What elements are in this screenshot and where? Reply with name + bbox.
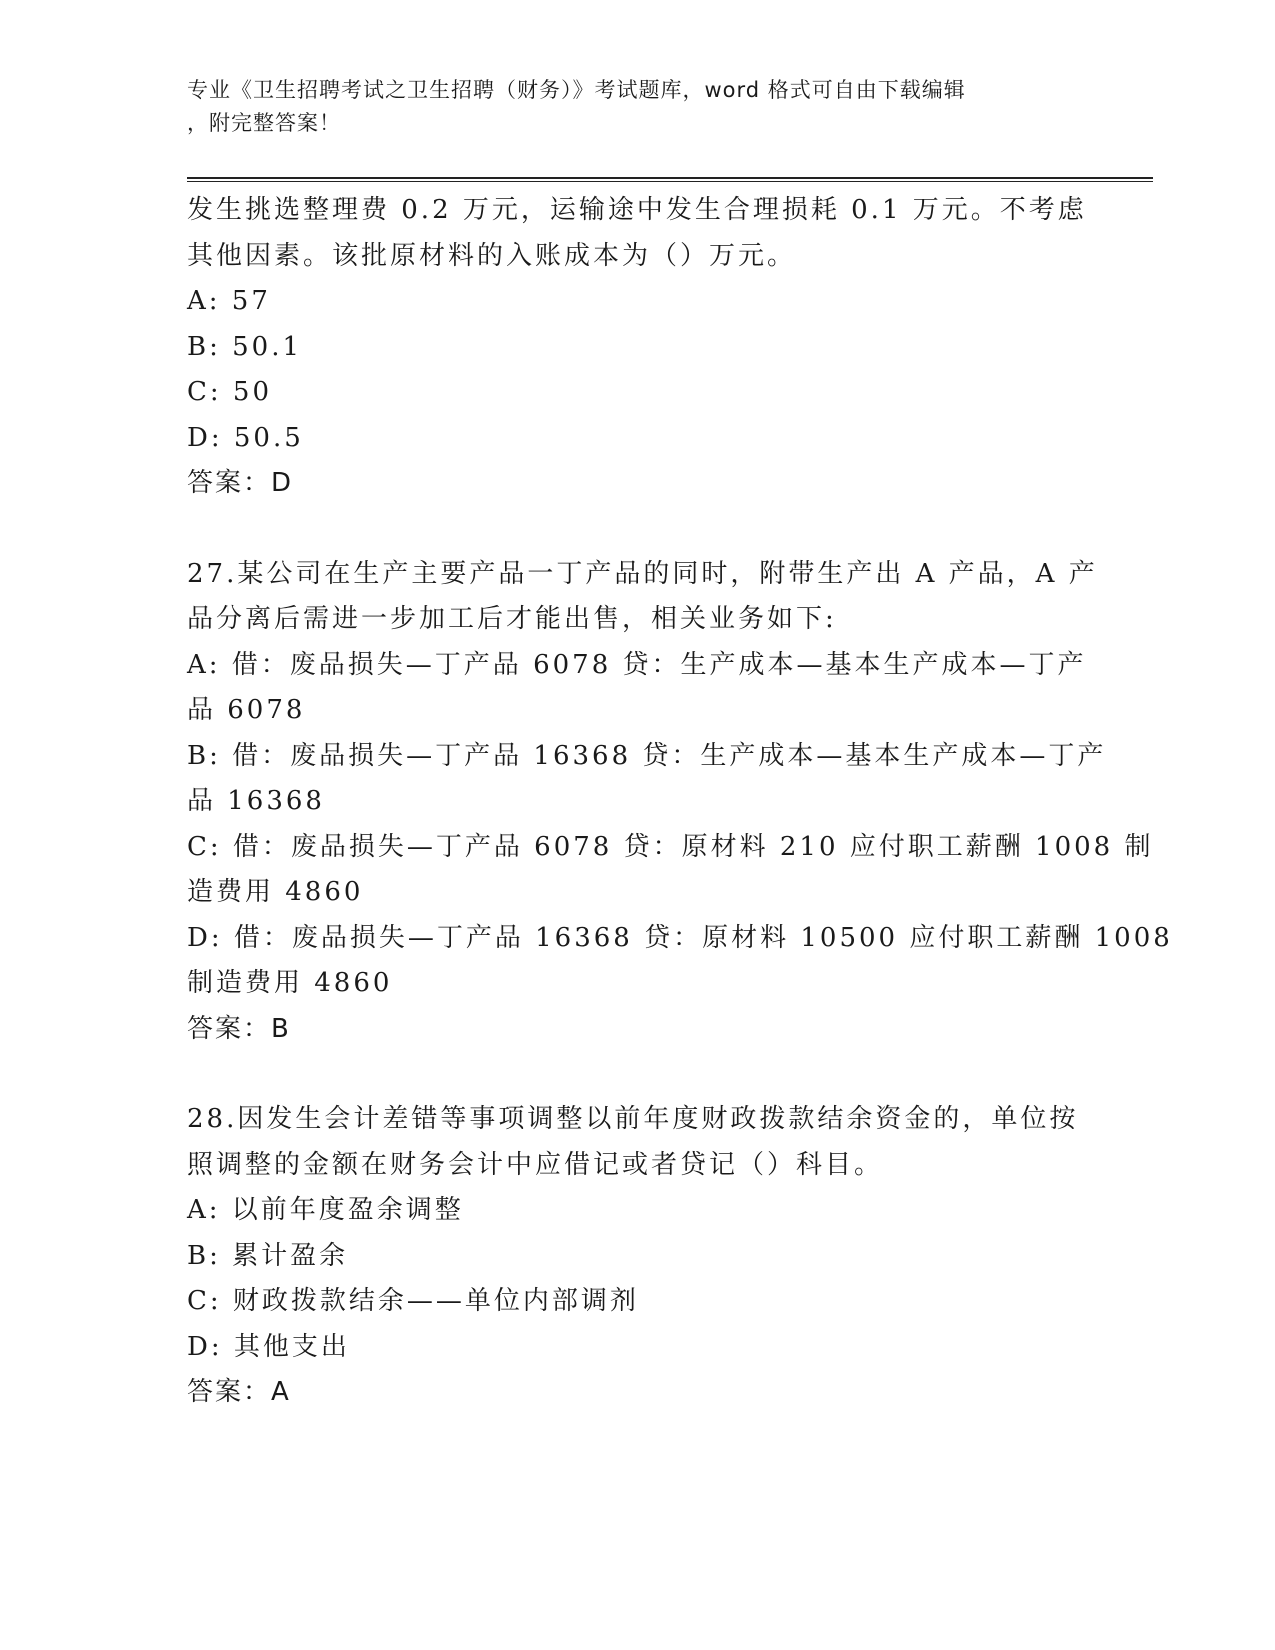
question-stem-line: 27.某公司在生产主要产品一丁产品的同时，附带生产出 A 产品，A 产 bbox=[187, 558, 1098, 589]
option-b-continued: 品 16368 bbox=[187, 786, 325, 816]
option-d: D: 借：废品损失—丁产品 16368 贷：原材料 10500 应付职工薪酬 1008 bbox=[187, 922, 1173, 953]
option-d: D: 50.5 bbox=[187, 422, 304, 453]
question-26 bbox=[187, 188, 1087, 507]
option-d-continued: 制造费用 4860 bbox=[187, 968, 393, 998]
option-a-continued: 品 6078 bbox=[187, 695, 306, 725]
answer: 答案：A bbox=[187, 1377, 291, 1407]
question-stem-line: 28.因发生会计差错等事项调整以前年度财政拨款结余资金的，单位按 bbox=[187, 1104, 1079, 1134]
spacer bbox=[187, 507, 1087, 552]
option-a: A: 以前年度盈余调整 bbox=[187, 1195, 464, 1225]
document-header bbox=[187, 74, 1067, 140]
question-stem-line: 照调整的金额在财务会计中应借记或者贷记（）科目。 bbox=[187, 1149, 884, 1180]
spacer bbox=[187, 1052, 1087, 1097]
option-a: A: 57 bbox=[187, 286, 271, 316]
option-b: B: 50.1 bbox=[187, 331, 303, 362]
question-list bbox=[187, 188, 1173, 1416]
answer: 答案：B bbox=[187, 1013, 291, 1044]
header-divider bbox=[187, 177, 1153, 182]
header-line-2: ，附完整答案！ bbox=[187, 111, 341, 135]
option-b: B: 借：废品损失—丁产品 16368 贷：生产成本—基本生产成本—丁产 bbox=[187, 740, 1107, 771]
question-27 bbox=[187, 552, 1173, 1053]
header-line-1: 专业《卫生招聘考试之卫生招聘（财务）》考试题库，word 格式可自由下载编辑 bbox=[187, 78, 966, 102]
option-d: D: 其他支出 bbox=[187, 1331, 350, 1362]
question-stem-line: 发生挑选整理费 0.2 万元，运输途中发生合理损耗 0.1 万元。不考虑 bbox=[187, 195, 1087, 225]
question-stem-line: 品分离后需进一步加工后才能出售，相关业务如下: bbox=[187, 604, 837, 634]
option-c-continued: 造费用 4860 bbox=[187, 877, 364, 907]
option-b: B: 累计盈余 bbox=[187, 1240, 349, 1271]
answer: 答案：D bbox=[187, 468, 294, 498]
option-c: C: 财政拨款结余——单位内部调剂 bbox=[187, 1286, 639, 1316]
option-c: C: 借：废品损失—丁产品 6078 贷：原材料 210 应付职工薪酬 1008 制 bbox=[187, 831, 1154, 862]
option-a: A: 借：废品损失—丁产品 6078 贷：生产成本—基本生产成本—丁产 bbox=[187, 649, 1087, 680]
question-28 bbox=[187, 1097, 1087, 1416]
option-c: C: 50 bbox=[187, 377, 273, 407]
question-stem-line: 其他因素。该批原材料的入账成本为（）万元。 bbox=[187, 240, 797, 271]
